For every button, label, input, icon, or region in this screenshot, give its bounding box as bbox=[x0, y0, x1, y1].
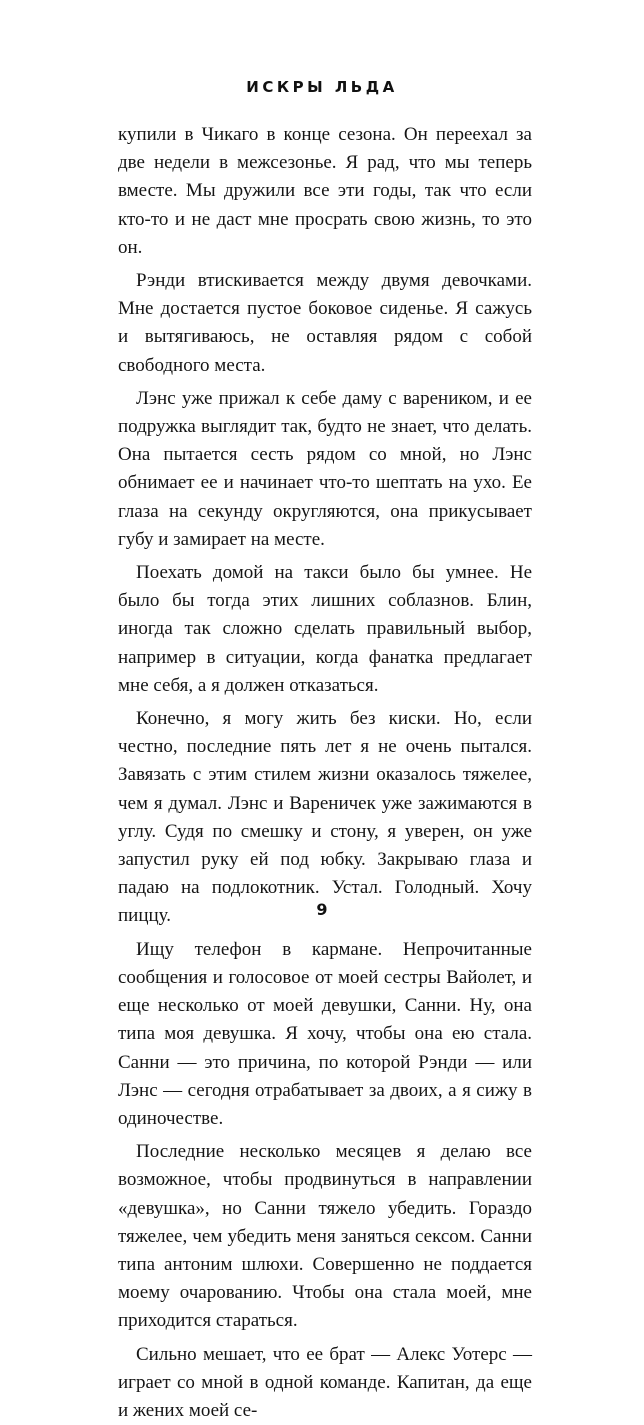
paragraph: Ищу телефон в кармане. Непрочитанные сообщения и голосовое от моей сестры Вайолет, и еще несколько от моей девушки, Санни. Ну, она типа моя девушка. Я хочу, чтобы она ею стала. Санни — это причина, по которой Рэнди — или Лэнс — сегодня отрабатывает за двоих, а я сижу в одиночестве. bbox=[118, 938, 532, 1129]
body-text bbox=[118, 121, 532, 1425]
paragraph: Конечно, я могу жить без киски. Но, если честно, последние пять лет я не очень пытался. Завязать с этим стилем жизни оказалось тяжелее, чем я думал. Лэнс и Вареничек уже зажимаются в углу. Судя по смешку и стону, я уверен, он уже запустил руку ей под юбку. Закрываю глаза и падаю на подлокотник. Устал. Голодный. Хочу пиццу. bbox=[118, 708, 532, 927]
page-number: 9 bbox=[316, 900, 328, 919]
paragraph: Поехать домой на такси было бы умнее. Не было бы тогда этих лишних соблазнов. Блин, иногда так сложно сделать правильный выбор, например в ситуации, когда фанатка предлагает мне себя, а я должен отказаться. bbox=[118, 562, 532, 696]
paragraph: Рэнди втискивается между двумя девочками. Мне достается пустое боковое сиденье. Я сажусь и вытягиваюсь, не оставляя рядом с собой свободного места. bbox=[118, 270, 532, 376]
paragraph-continues: Сильно мешает, что ее брат — Алекс Уотерс — играет со мной в одной команде. Капитан, да еще и жених моей се- bbox=[118, 1343, 532, 1421]
paragraph: Лэнс уже прижал к себе даму с вареником, и ее подружка выглядит так, будто не знает, что делать. Она пытается сесть рядом со мной, но Лэнс обнимает ее и начинает что-то шептать на ухо. Ее глаза на секунду округляются, она прикусывает губу и замирает на месте. bbox=[118, 387, 532, 550]
paragraph: Последние несколько месяцев я делаю все возможное, чтобы продвинуться в направлении «девушка», но Санни тяжело убедить. Гораздо тяжелее, чем убедить меня заняться сексом. Санни типа антоним шлюхи. Совершенно не поддается моему очарованию. Чтобы она стала моей, мне приходится стараться. bbox=[118, 1141, 532, 1332]
running-title: ИСКРЫ ЛЬДА bbox=[246, 78, 398, 96]
paragraph-continued: купили в Чикаго в конце сезона. Он переехал за две недели в межсезонье. Я рад, что мы теперь вместе. Мы дружили все эти годы, так что если кто-то и не даст мне просрать свою жизнь, то это он. bbox=[118, 124, 532, 258]
